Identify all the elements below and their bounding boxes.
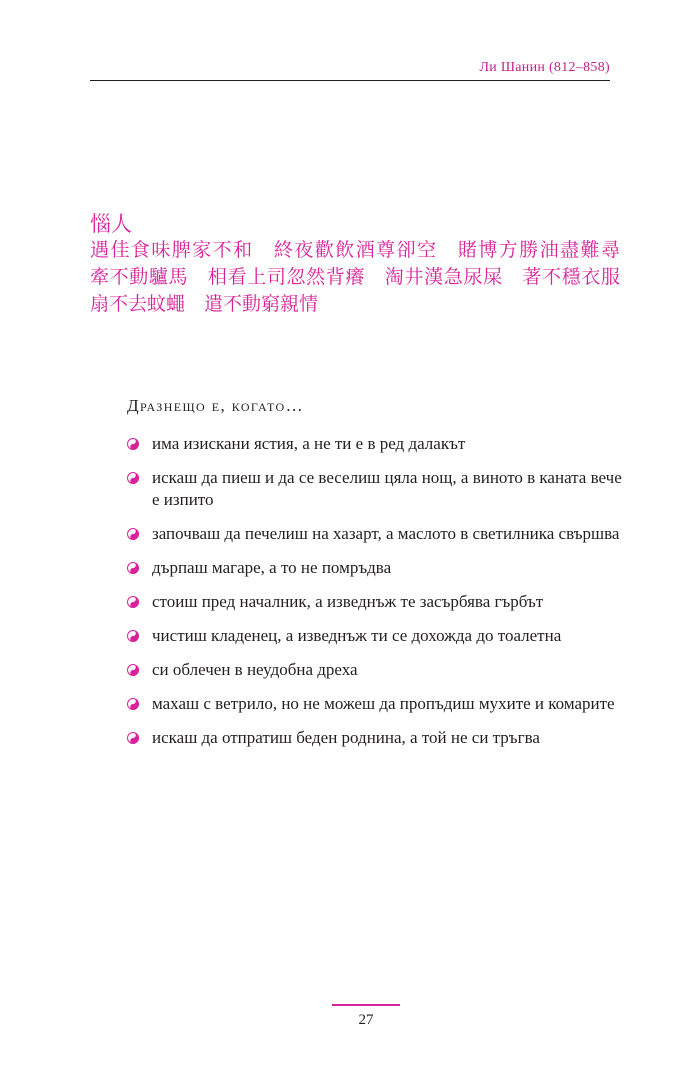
chinese-poem-text: 遇佳食味脾家不和 終夜歡飲酒尊卻空 賭博方勝油盡難尋 牽不動驢馬 相看上司忽然背癢 淘井漢急尿屎 著不穩衣服 扇不去蚊蠅 遣不動窮親情	[90, 239, 640, 315]
yin-yang-icon	[127, 472, 139, 484]
list-intro: Дразнещо е, когато…	[127, 396, 305, 415]
list-item	[127, 659, 627, 681]
list-item	[127, 523, 627, 545]
yin-yang-icon	[127, 732, 139, 744]
list-item-text: започваш да печелиш на хазарт, а маслото в светилника свършва	[152, 524, 620, 543]
list-item	[127, 591, 627, 613]
list-item-text: си облечен в неудобна дреха	[152, 660, 358, 679]
chinese-poem	[90, 211, 640, 318]
list-item-text: искаш да отпратиш беден роднина, а той не си тръгва	[152, 728, 540, 747]
footer-rule	[332, 1004, 400, 1006]
list-item-text: има изискани ястия, а не ти е в ред далакът	[152, 434, 466, 453]
list-item-text: махаш с ветрило, но не можеш да пропъдиш мухите и комарите	[152, 694, 615, 713]
annoyances-list	[127, 433, 627, 761]
list-item-text: чистиш кладенец, а изведнъж ти се дохожда до тоалетна	[152, 626, 562, 645]
list-item-text: дърпаш магаре, а то не помръдва	[152, 558, 392, 577]
list-item	[127, 625, 627, 647]
yin-yang-icon	[127, 562, 139, 574]
yin-yang-icon	[127, 528, 139, 540]
list-item	[127, 467, 627, 511]
list-item	[127, 557, 627, 579]
header-rule	[90, 80, 610, 81]
list-item	[127, 433, 627, 455]
yin-yang-icon	[127, 596, 139, 608]
yin-yang-icon	[127, 664, 139, 676]
chinese-poem-title: 惱人	[90, 212, 132, 236]
yin-yang-icon	[127, 438, 139, 450]
list-item-text: стоиш пред началник, а изведнъж те засърбява гърбът	[152, 592, 544, 611]
running-head: Ли Шанин (812–858)	[479, 60, 610, 75]
list-item	[127, 693, 627, 715]
page-number: 27	[358, 1012, 374, 1028]
yin-yang-icon	[127, 698, 139, 710]
yin-yang-icon	[127, 630, 139, 642]
list-item	[127, 727, 627, 749]
list-item-text: искаш да пиеш и да се веселиш цяла нощ, а виното в каната вече е изпито	[152, 468, 622, 509]
